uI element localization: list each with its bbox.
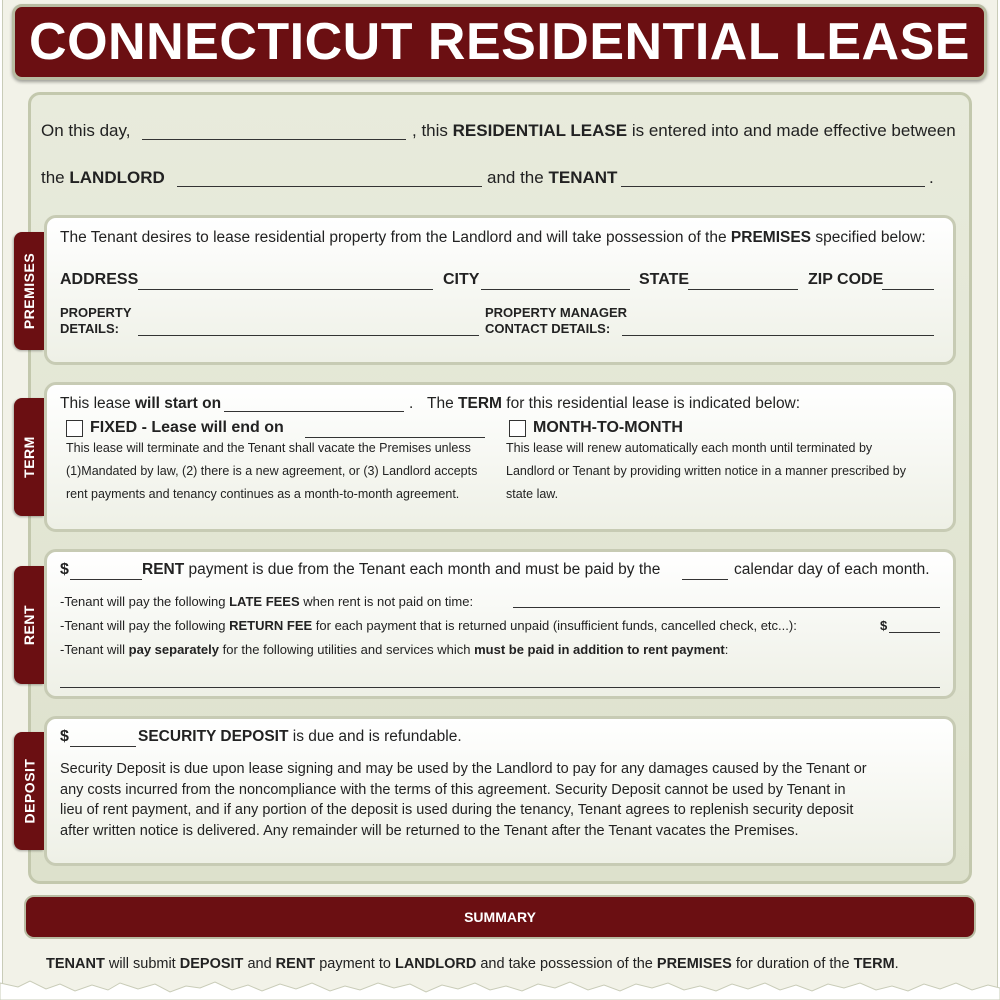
date-field[interactable] [142,139,406,140]
city-label [443,271,479,289]
sep-a: -Tenant will [60,642,126,657]
property-details-field[interactable] [138,335,479,336]
fixed-desc-line: This lease will terminate and the Tenant shall vacate the Premises unless [66,441,471,455]
intro-the: the [41,168,65,187]
summary-s4: and take possession of the [480,956,653,972]
deposit-dollar [60,728,69,746]
property-details-label-1: PROPERTY [60,305,132,320]
manager-label-1: PROPERTY MANAGER [485,305,628,320]
summary-banner [24,895,976,939]
landlord-name-field[interactable] [177,186,482,187]
return-dollar-sign: $ [880,618,888,633]
sep-d: must be paid in addition to rent payment [474,642,725,657]
rent-tab [14,566,44,684]
city-field[interactable] [481,289,630,290]
intro-tenant-label [487,168,617,188]
sep-c: for the following utilities and services which [222,642,471,657]
return-fee-field[interactable] [889,632,940,633]
rent-dollar [60,561,69,579]
title-banner [12,4,987,80]
month-to-month-description [506,437,906,506]
summary-deposit: DEPOSIT [179,956,244,972]
deposit-bold: SECURITY DEPOSIT [138,728,289,745]
zip-label [808,271,883,289]
fixed-term-label [90,419,284,437]
intro-tenant: TENANT [548,168,618,187]
summary-heading: SUMMARY [464,909,536,925]
intro-period: . [929,168,934,187]
property-details-label-2: DETAILS: [60,321,119,336]
manager-contact-field[interactable] [622,335,934,336]
late-c: when rent is not paid on time: [303,594,474,609]
summary-landlord: LANDLORD [394,956,477,972]
deposit-para-line: after written notice is delivered. Any remainder will be returned to the Tenant after the Tenant vacates the Premises. [60,822,799,839]
intro-residential-lease: RESIDENTIAL LEASE [452,121,628,140]
term-start-b: will start on [134,395,222,412]
premises-desc-start: The Tenant desires to lease residential property from the Landlord and will take possession of the [60,229,727,246]
term-start-line [60,395,221,413]
month-to-month-label-text: MONTH-TO-MONTH [533,419,683,436]
rent-due-end: calendar day of each month. [734,561,930,578]
city-label-text: CITY [443,271,480,288]
summary-s3: payment to [319,956,391,972]
summary-text [46,956,899,972]
state-field[interactable] [688,289,798,290]
deposit-paragraph [60,759,867,841]
document-title: CONNECTICUT RESIDENTIAL LEASE [29,13,970,71]
rent-line-mid: payment is due from the Tenant each month and must be paid by the [188,561,661,578]
address-label-text: ADDRESS [60,271,139,288]
property-details-label [60,305,132,337]
premises-description [60,229,926,247]
utilities-line [60,642,728,657]
address-label [60,271,138,289]
torn-paper-edge [0,975,1000,1000]
state-label [639,271,689,289]
zip-field[interactable] [882,289,934,290]
rent-dollar-sign: $ [60,561,69,578]
intro-line-1 [41,121,130,141]
deposit-tab-label: DEPOSIT [21,758,37,824]
sep-e: : [724,642,729,657]
rent-due-line [142,561,660,579]
fixed-desc-line: (1)Mandated by law, (2) there is a new agreement, or (3) Landlord accepts [66,464,478,478]
sep-b: pay separately [128,642,219,657]
fixed-desc-line: rent payments and tenancy continues as a month-to-month agreement. [66,487,460,501]
fixed-term-label-text: FIXED - Lease will end on [90,419,284,436]
late-fee-field[interactable] [513,607,940,608]
month-to-month-checkbox[interactable] [509,420,526,437]
intro-and-the: and the [487,168,544,187]
rent-due-day-field[interactable] [682,579,728,580]
premises-tab-label: PREMISES [21,252,38,330]
lease-start-date-field[interactable] [224,411,404,412]
summary-term: TERM [853,956,895,972]
term-c: for this residential lease is indicated below: [506,395,801,412]
premises-tab [14,232,44,350]
tenant-name-field[interactable] [621,186,925,187]
fixed-term-description [66,437,477,506]
summary-premises: PREMISES [656,956,732,972]
month-to-month-label [533,419,683,437]
premises-desc-bold: PREMISES [730,229,812,246]
summary-tenant: TENANT [46,956,105,972]
manager-label-2: CONTACT DETAILS: [485,321,611,336]
state-label-text: STATE [639,271,690,288]
mtm-desc-line: state law. [506,487,559,501]
summary-s6: . [894,956,899,972]
rent-tab-label: RENT [21,604,37,646]
deposit-amount-field[interactable] [70,746,136,747]
mtm-desc-line: Landlord or Tenant by providing written notice in a manner prescribed by [506,464,906,478]
term-indicated-line [427,395,800,413]
late-fee-line [60,594,473,609]
term-b: TERM [458,395,502,412]
deposit-heading [138,728,462,746]
deposit-para-line: any costs incurred from the noncompliance with the terms of this agreement. Security Deposit cannot be used by Tenant in [60,781,846,798]
intro-landlord: LANDLORD [69,168,165,187]
manager-contact-label [485,305,627,337]
intro-this: , this [412,121,448,140]
term-tab-label: TERM [21,436,38,478]
intro-entered: is entered into and made effective between [631,121,956,140]
rent-amount-field[interactable] [70,579,142,580]
return-fee-dollar [880,618,887,633]
summary-s2: and [247,956,272,972]
return-c: for each payment that is returned unpaid (insufficient funds, cancelled check, etc...): [315,618,797,633]
rent-bold: RENT [142,561,185,578]
intro-on-this-day: On this day, [41,121,131,140]
term-a: The [427,395,454,412]
deposit-para-line: lieu of rent payment, and if any portion of the deposit is used during the tenancy, Tenant agrees to replenish security deposit [60,802,854,818]
summary-s1: will submit [108,956,176,972]
utilities-field[interactable] [60,687,940,688]
intro-line-2 [41,168,165,188]
deposit-dollar-sign: $ [60,728,69,745]
intro-line-1-cont [412,121,956,141]
term-start-period: . [409,395,414,412]
term-start-a: This lease [60,395,131,412]
return-fee-line [60,618,797,633]
late-a: -Tenant will pay the following [60,594,226,609]
term-tab [14,398,44,516]
summary-s5: for duration of the [735,956,850,972]
premises-desc-end: specified below: [815,229,926,246]
mtm-desc-line: This lease will renew automatically each month until terminated by [506,441,873,455]
late-b: LATE FEES [229,594,300,609]
return-a: -Tenant will pay the following [60,618,226,633]
fixed-term-checkbox[interactable] [66,420,83,437]
summary-rent: RENT [275,956,316,972]
address-field[interactable] [138,289,433,290]
return-b: RETURN FEE [229,618,313,633]
deposit-para-line: Security Deposit is due upon lease signing and may be used by the Landlord to pay for any damages caused by the Tenant or [60,761,867,777]
deposit-rest: is due and is refundable. [292,728,462,745]
zip-label-text: ZIP CODE [808,271,884,288]
deposit-tab [14,732,44,850]
